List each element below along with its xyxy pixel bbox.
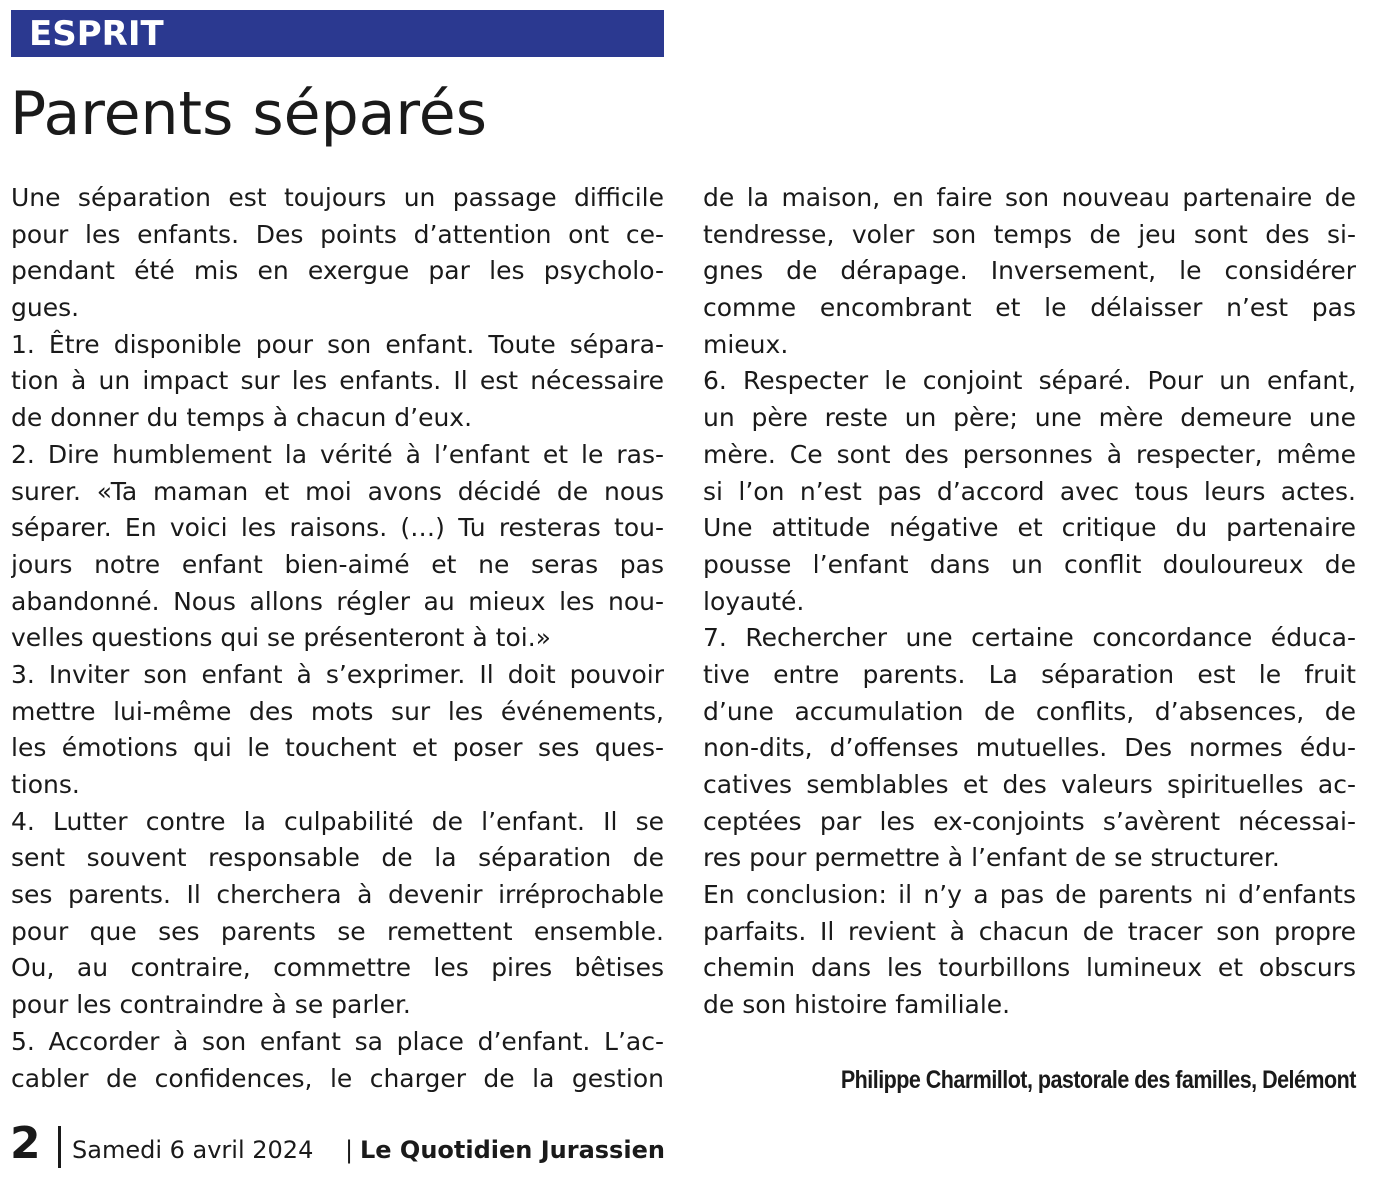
text-line: de donner du temps à chacun d’eux. <box>11 403 473 433</box>
text-line: pour les contraindre à se parler. <box>11 990 411 1020</box>
text-line: catives semblables et des valeurs spirituelles ac- <box>703 770 1356 799</box>
text-line: parfaits. Il revient à chacun de tracer son propre <box>703 916 1356 946</box>
text-line: tions. <box>11 770 80 799</box>
text-line: un père reste un père; une mère demeure une <box>703 403 1356 433</box>
text-line: 5. Accorder à son enfant sa place d’enfant. L’ac- <box>11 1026 664 1056</box>
text-line: Une attitude négative et critique du partenaire <box>703 513 1356 543</box>
text-line: 7. Rechercher une certaine concordance éduca- <box>703 623 1356 653</box>
text-line: 1. Être disponible pour son enfant. Toute sépara- <box>11 329 664 359</box>
article-column-left <box>11 180 664 1097</box>
section-rubric-banner <box>11 10 664 57</box>
text-line: chemin dans les tourbillons lumineux et obscurs <box>703 953 1356 983</box>
text-line: gnes de dérapage. Inversement, le considérer <box>703 256 1356 286</box>
text-line: d’une accumulation de conflits, d’absences, de <box>703 696 1356 726</box>
text-line: 2. Dire humblement la vérité à l’enfant et le ras- <box>11 439 664 469</box>
text-line: cabler de confidences, le charger de la gestion <box>11 1063 664 1093</box>
text-line: gues. <box>11 293 80 323</box>
page-number: 2 <box>10 1118 41 1169</box>
text-line: pour que ses parents se remettent ensemble. <box>11 916 664 946</box>
text-line: de son histoire familiale. <box>703 990 1011 1020</box>
text-line: abandonné. Nous allons régler au mieux les nou- <box>11 586 664 616</box>
text-line: sent souvent responsable de la séparation de <box>11 843 664 873</box>
text-line: séparer. En voici les raisons. (…) Tu resteras tou- <box>11 513 664 543</box>
text-line: mieux. <box>703 329 789 359</box>
page-footer <box>10 1118 710 1170</box>
text-line: Ou, au contraire, commettre les pires bêtises <box>11 953 664 983</box>
footer-separator: | <box>345 1136 354 1164</box>
text-line: pour les enfants. Des points d’attention ont ce- <box>11 219 664 249</box>
text-line: non-dits, d’offenses mutuelles. Des normes édu- <box>703 733 1356 763</box>
text-line: si l’on n’est pas d’accord avec tous leurs actes. <box>703 476 1356 506</box>
section-rubric-label: ESPRIT <box>29 14 164 54</box>
article-column-right <box>703 180 1356 1024</box>
text-line: 4. Lutter contre la culpabilité de l’enfant. Il se <box>11 806 664 836</box>
text-line: res pour permettre à l’enfant de se structurer. <box>703 843 1280 873</box>
article-signature: Philippe Charmillot, pastorale des familles, Delémont <box>840 1066 1356 1094</box>
text-line: 3. Inviter son enfant à s’exprimer. Il doit pouvoir <box>11 659 664 689</box>
text-line: comme encombrant et le délaisser n’est pas <box>703 293 1356 323</box>
text-line: surer. «Ta maman et moi avons décidé de nous <box>11 476 664 506</box>
text-line: les émotions qui le touchent et poser ses ques- <box>11 733 664 763</box>
text-line: ceptées par les ex-conjoints s’avèrent nécessai- <box>703 806 1356 836</box>
text-line: velles questions qui se présenteront à toi.» <box>11 623 551 653</box>
text-line: tion à un impact sur les enfants. Il est nécessaire <box>11 366 664 396</box>
text-line: tive entre parents. La séparation est le fruit <box>703 659 1356 689</box>
text-line: En conclusion: il n’y a pas de parents ni d’enfants <box>703 880 1356 910</box>
footer-divider <box>58 1126 61 1168</box>
newspaper-name: Le Quotidien Jurassien <box>360 1136 665 1164</box>
text-line: ses parents. Il cherchera à devenir irréprochable <box>11 880 664 910</box>
text-line: tendresse, voler son temps de jeu sont des si- <box>703 219 1356 249</box>
text-line: 6. Respecter le conjoint séparé. Pour un enfant, <box>703 366 1356 396</box>
text-line: de la maison, en faire son nouveau partenaire de <box>703 183 1356 212</box>
article-headline: Parents séparés <box>10 79 487 149</box>
text-line: mère. Ce sont des personnes à respecter, même <box>703 439 1356 469</box>
text-line: mettre lui-même des mots sur les événements, <box>11 696 664 726</box>
footer-date: Samedi 6 avril 2024 <box>72 1136 314 1164</box>
text-line: pendant été mis en exergue par les psycholo- <box>11 256 664 286</box>
text-line: loyauté. <box>703 586 805 616</box>
text-line: pousse l’enfant dans un conflit douloureux de <box>703 549 1356 579</box>
text-line: Une séparation est toujours un passage difficile <box>11 183 664 212</box>
text-line: jours notre enfant bien-aimé et ne seras pas <box>11 549 664 579</box>
